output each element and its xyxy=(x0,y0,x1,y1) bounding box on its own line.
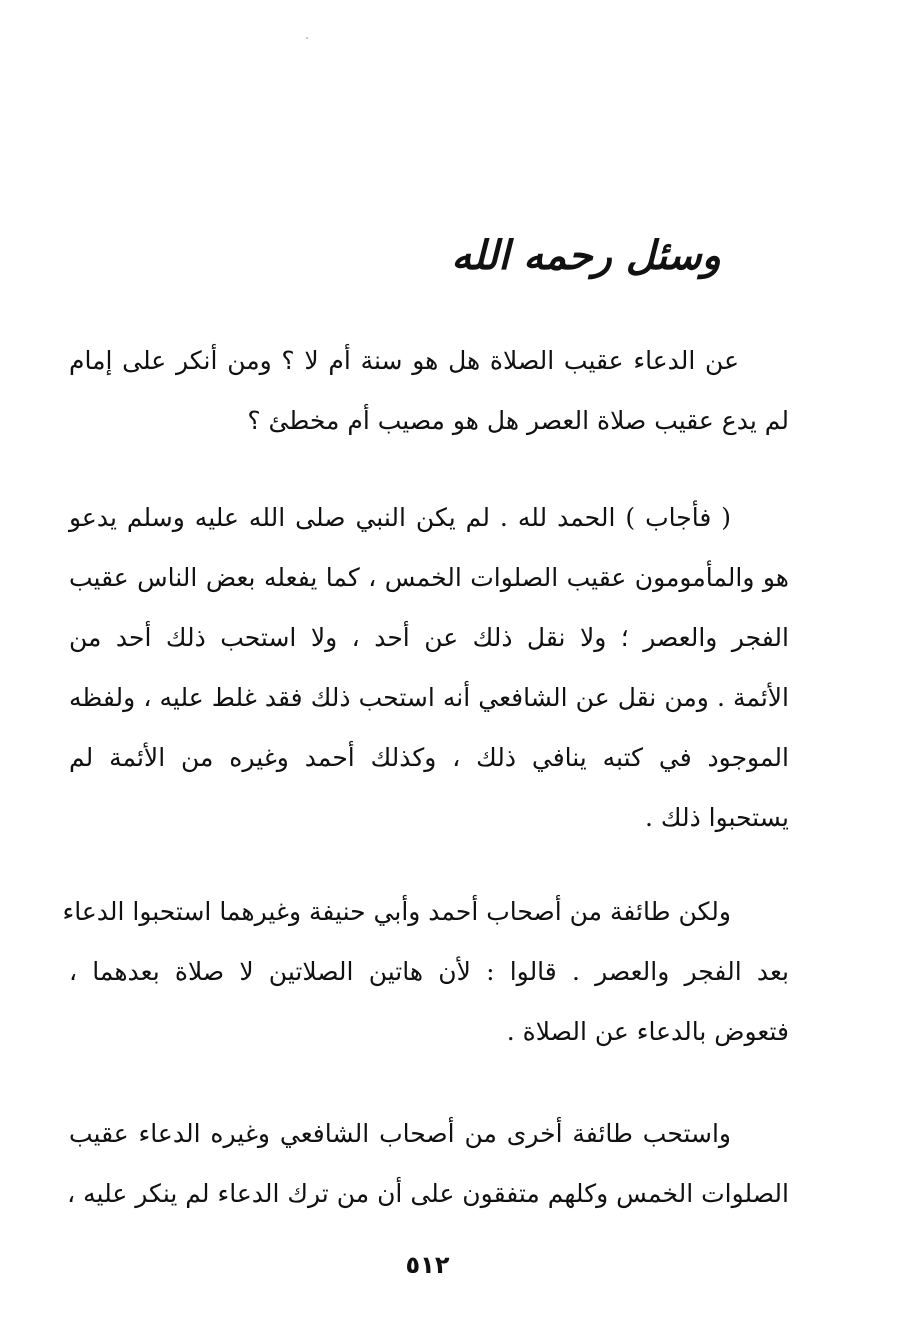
text-line: واستحب طائفة أخرى من أصحاب الشافعي وغيره الدعاء عقيب xyxy=(69,1119,731,1148)
question-paragraph xyxy=(69,331,789,451)
text-line: هو والمأمومون عقيب الصلوات الخمس ، كما يفعله بعض الناس عقيب xyxy=(69,563,789,592)
text-line: عن الدعاء عقيب الصلاة هل هو سنة أم لا ؟ ومن أنكر على إمام xyxy=(69,346,739,375)
page-number: ٥١٢ xyxy=(405,1251,450,1279)
text-line: الموجود في كتبه ينافي ذلك ، وكذلك أحمد وغيره من الأئمة لم xyxy=(69,743,789,772)
text-line: بعد الفجر والعصر . قالوا : لأن هاتين الصلاتين لا صلاة بعدهما ، xyxy=(69,957,789,986)
text-line: فتعوض بالدعاء عن الصلاة . xyxy=(506,1017,789,1046)
text-line: يستحبوا ذلك . xyxy=(644,803,789,832)
text-line: الصلوات الخمس وكلهم متفقون على أن من ترك الدعاء لم ينكر عليه ، xyxy=(67,1179,789,1208)
scan-speck xyxy=(306,37,308,39)
text-line: لم يدع عقيب صلاة العصر هل هو مصيب أم مخطئ ؟ xyxy=(247,406,789,435)
answer-paragraph xyxy=(69,488,789,848)
answer-paragraph xyxy=(62,882,789,1062)
text-line: ولكن طائفة من أصحاب أحمد وأبي حنيفة وغيرهما استحبوا الدعاء xyxy=(62,897,731,926)
section-heading: وسئل رحمه الله xyxy=(451,232,721,279)
text-line: ( فأجاب ) الحمد لله . لم يكن النبي صلى الله عليه وسلم يدعو xyxy=(69,503,731,532)
text-line: الأئمة . ومن نقل عن الشافعي أنه استحب ذلك فقد غلط عليه ، ولفظه xyxy=(69,683,789,712)
answer-paragraph xyxy=(69,1104,789,1224)
text-line: الفجر والعصر ؛ ولا نقل ذلك عن أحد ، ولا استحب ذلك أحد من xyxy=(69,623,789,652)
